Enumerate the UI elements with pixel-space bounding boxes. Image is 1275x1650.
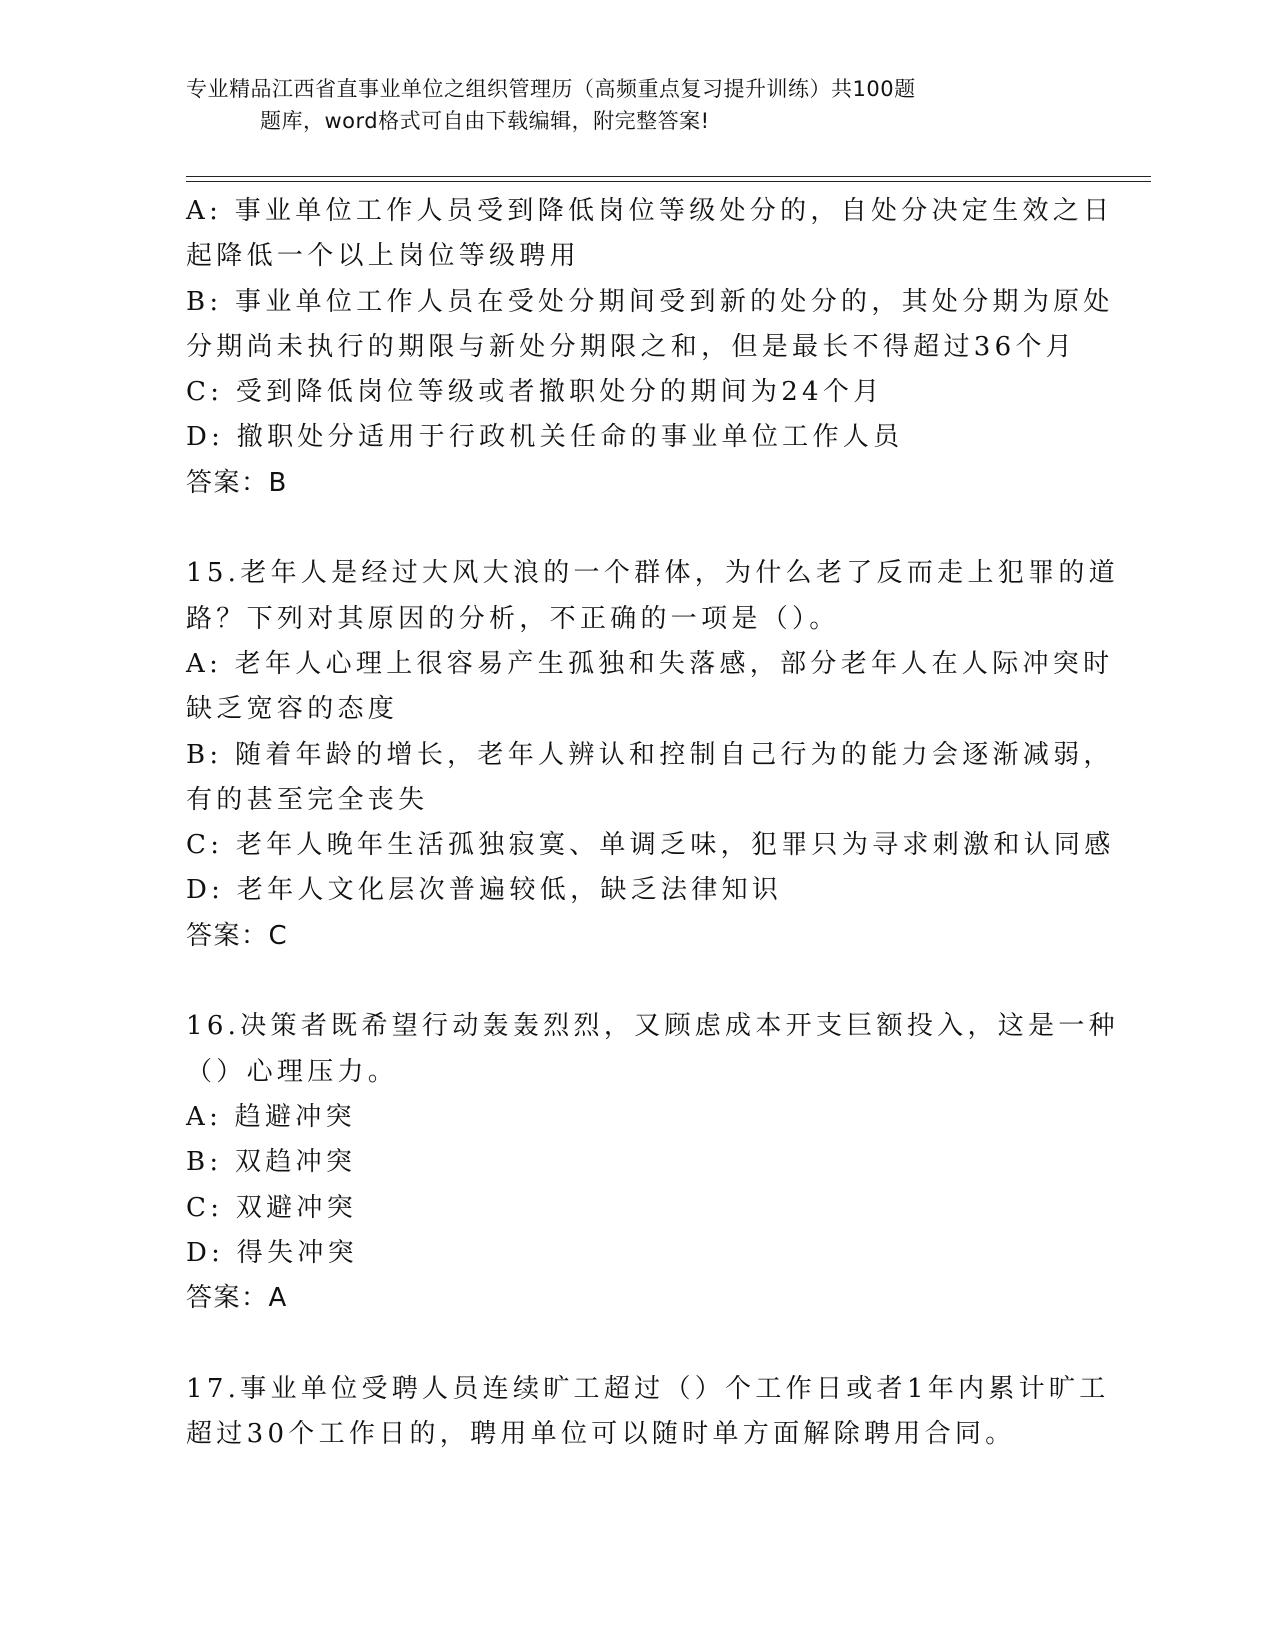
q15-option-b-line-1: B: 随着年龄的增长，老年人辨认和控制自己行为的能力会逐渐减弱， [186,739,1114,770]
question-17-block [186,1367,1110,1458]
q16-stem-line-2: （）心理压力。 [186,1056,399,1087]
q14-option-b-line-2: 分期尚未执行的期限与新处分期限之和，但是最长不得超过36个月 [186,331,1077,362]
q17-stem-line-2: 超过30个工作日的，聘用单位可以随时单方面解除聘用合同。 [186,1419,1016,1450]
q15-option-d: D: 老年人文化层次普遍较低，缺乏法律知识 [186,875,783,906]
q15-answer: 答案：C [186,920,289,951]
q15-option-b-line-2: 有的甚至完全丧失 [186,784,429,815]
spacer [186,506,1066,551]
document-body [186,189,1119,1457]
q15-stem-line-1: 15.老年人是经过大风大浪的一个群体，为什么老了反而走上犯罪的道 [186,558,1119,589]
q14-answer: 答案：B [186,467,288,498]
document-header [186,73,1026,137]
q15-option-a-line-1: A: 老年人心理上很容易产生孤独和失落感，部分老年人在人际冲突时 [186,648,1114,679]
q14-option-c: C: 受到降低岗位等级或者撤职处分的期间为24个月 [186,377,884,408]
q16-option-a: A: 趋避冲突 [186,1101,356,1132]
q16-answer: 答案：A [186,1283,288,1314]
header-divider-top [186,176,1151,177]
q15-option-a-line-2: 缺乏宽容的态度 [186,694,399,725]
question-16-block [186,1004,1119,1321]
q14-option-b-line-1: B: 事业单位工作人员在受处分期间受到新的处分的，其处分期为原处 [186,286,1114,317]
q16-stem-line-1: 16.决策者既希望行动轰轰烈烈，又顾虑成本开支巨额投入，这是一种 [186,1011,1119,1042]
question-14-block [186,189,1114,506]
q16-option-c: C: 双避冲突 [186,1192,358,1223]
q14-option-d: D: 撤职处分适用于行政机关任命的事业单位工作人员 [186,422,904,453]
header-title-line-1: 专业精品江西省直事业单位之组织管理历（高频重点复习提升训练）共100题 [186,77,916,101]
q14-option-a-line-2: 起降低一个以上岗位等级聘用 [186,241,580,272]
q14-option-a-line-1: A: 事业单位工作人员受到降低岗位等级处分的，自处分决定生效之日 [186,196,1114,226]
q15-option-c: C: 老年人晚年生活孤独寂寞、单调乏味，犯罪只为寻求刺激和认同感 [186,830,1115,861]
q16-option-d: D: 得失冲突 [186,1237,358,1268]
spacer [186,1321,1066,1366]
spacer [186,959,1066,1004]
header-divider-bottom [186,181,1151,182]
header-title-line-2: 题库，word格式可自由下载编辑，附完整答案! [260,109,710,133]
q17-stem-line-1: 17.事业单位受聘人员连续旷工超过（）个工作日或者1年内累计旷工 [186,1373,1110,1404]
q16-option-b: B: 双趋冲突 [186,1147,357,1178]
question-15-block [186,551,1119,959]
q15-stem-line-2: 路？下列对其原因的分析，不正确的一项是（）。 [186,603,840,634]
